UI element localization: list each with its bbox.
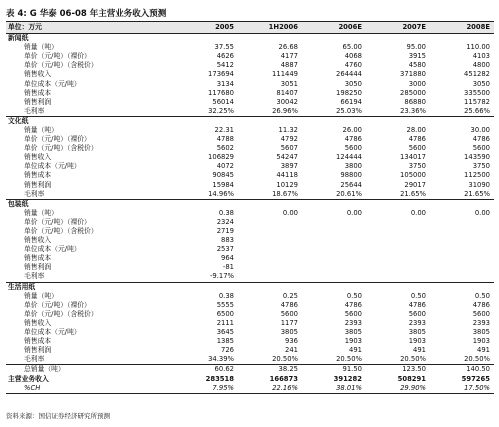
row-value: 4800 xyxy=(472,61,490,70)
row-value xyxy=(238,245,302,254)
row-value xyxy=(238,254,302,263)
revenue-forecast-table xyxy=(6,21,494,394)
row-value: 37.55 xyxy=(214,43,234,52)
row-value: 0.50 xyxy=(474,291,490,300)
table-row xyxy=(6,319,494,328)
row-value: 31090 xyxy=(468,180,490,189)
row-value xyxy=(238,263,302,272)
row-value xyxy=(430,254,494,263)
row-label: 销量（吨） xyxy=(24,208,58,217)
row-value: 4580 xyxy=(408,61,426,70)
row-value xyxy=(366,227,430,236)
row-value xyxy=(366,236,430,245)
row-value: 2393 xyxy=(344,318,362,327)
total-label: 主营业务收入 xyxy=(8,374,49,383)
row-label: 销量（吨） xyxy=(24,43,58,52)
row-value: 6500 xyxy=(216,309,234,318)
row-value xyxy=(366,218,430,227)
table-row xyxy=(6,144,494,153)
table-row xyxy=(6,162,494,171)
total-value: 123.50 xyxy=(366,365,430,375)
row-value: 335500 xyxy=(464,88,490,97)
total-value: 508291 xyxy=(397,374,426,383)
row-label: 销售成本 xyxy=(24,254,52,263)
total-value: 22.16% xyxy=(238,384,302,394)
row-label: 单位成本（元/吨） xyxy=(24,79,81,88)
row-value: 11.32 xyxy=(278,125,298,134)
row-value: 23.36% xyxy=(400,106,426,115)
table-row xyxy=(6,245,494,254)
header-year: 1H2006 xyxy=(238,22,302,34)
row-value: 4068 xyxy=(344,52,362,61)
row-value xyxy=(238,227,302,236)
row-value: 726 xyxy=(221,346,234,355)
row-value: 14.96% xyxy=(208,189,234,198)
table-row xyxy=(6,79,494,88)
total-value: 38.25 xyxy=(238,365,302,375)
row-value: 90845 xyxy=(212,171,234,180)
total-label: 总销量（吨） xyxy=(6,365,178,375)
row-label: 销售利润 xyxy=(24,180,52,189)
table-row xyxy=(6,135,494,144)
row-value: 54247 xyxy=(276,153,298,162)
row-value xyxy=(302,227,366,236)
row-label: 销售收入 xyxy=(24,318,52,327)
table-row xyxy=(6,209,494,218)
row-value xyxy=(302,263,366,272)
row-value: 5412 xyxy=(216,61,234,70)
row-value: 5600 xyxy=(472,309,490,318)
row-value: 3050 xyxy=(344,79,362,88)
table-row xyxy=(6,43,494,52)
row-value xyxy=(238,272,302,282)
row-value: 110.00 xyxy=(466,43,490,52)
total-value: 38.01% xyxy=(302,384,366,394)
total-value: 60.62 xyxy=(178,365,238,375)
row-value xyxy=(430,245,494,254)
row-value: 0.38 xyxy=(218,291,234,300)
row-value: 143590 xyxy=(464,153,490,162)
row-value xyxy=(430,236,494,245)
row-value: 491 xyxy=(413,346,426,355)
table-row xyxy=(6,310,494,319)
section-header-row xyxy=(6,282,494,292)
row-value: 28.00 xyxy=(406,125,426,134)
row-value: 0.00 xyxy=(410,208,426,217)
row-value: 3645 xyxy=(216,328,234,337)
row-value xyxy=(366,254,430,263)
row-value: 491 xyxy=(477,346,490,355)
header-year: 2008E xyxy=(430,22,494,34)
row-label: 单价（元/吨）（含税价） xyxy=(24,61,98,70)
row-value: 4786 xyxy=(344,300,362,309)
table-row xyxy=(6,171,494,180)
row-value: -81 xyxy=(222,263,234,272)
table-row xyxy=(6,218,494,227)
row-value: 5600 xyxy=(472,144,490,153)
section-title: 文化纸 xyxy=(6,116,494,126)
row-value: 22.31 xyxy=(214,125,234,134)
source-note: 资料来源：国信证券经济研究所预测 xyxy=(6,412,110,420)
row-value: 18.67% xyxy=(272,189,298,198)
total-value: 166873 xyxy=(269,374,298,383)
row-value: 198250 xyxy=(336,88,362,97)
row-value: 0.00 xyxy=(282,208,298,217)
row-value: 86880 xyxy=(404,97,426,106)
row-value: 20.50% xyxy=(272,355,298,364)
total-value: 140.50 xyxy=(430,365,494,375)
row-value: 25.03% xyxy=(336,106,362,115)
table-row xyxy=(6,263,494,272)
total-row xyxy=(6,374,494,383)
total-value: 7.95% xyxy=(178,384,238,394)
section-header-row xyxy=(6,116,494,126)
row-value: 5600 xyxy=(280,309,298,318)
row-value: 3000 xyxy=(408,79,426,88)
table-row xyxy=(6,292,494,301)
table-row xyxy=(6,61,494,70)
row-value: 30.00 xyxy=(470,125,490,134)
row-label: 单位成本（元/吨） xyxy=(24,328,81,337)
row-label: 毛利率 xyxy=(24,189,45,198)
table-row xyxy=(6,89,494,98)
row-value: 32.25% xyxy=(208,106,234,115)
row-label: 销售成本 xyxy=(24,88,52,97)
row-value: 0.50 xyxy=(410,291,426,300)
row-value: 264444 xyxy=(336,70,362,79)
row-label: 销售利润 xyxy=(24,263,52,272)
row-value: -9.17% xyxy=(209,272,234,281)
row-value: 26.00 xyxy=(342,125,362,134)
row-value: 4786 xyxy=(472,135,490,144)
section-header-row xyxy=(6,199,494,209)
row-value: 44118 xyxy=(276,171,298,180)
row-value: 0.38 xyxy=(218,208,234,217)
row-value: 1903 xyxy=(344,337,362,346)
row-value xyxy=(302,218,366,227)
row-value: 451282 xyxy=(464,70,490,79)
row-label: 毛利率 xyxy=(24,355,45,364)
row-label: 毛利率 xyxy=(24,272,45,281)
row-label: 单价（元/吨）（含税价） xyxy=(24,227,98,236)
row-value: 3897 xyxy=(280,162,298,171)
header-year: 2007E xyxy=(366,22,430,34)
row-value: 4177 xyxy=(280,52,298,61)
row-label: 单价（元/吨）（裸价） xyxy=(24,217,91,226)
table-row xyxy=(6,254,494,263)
row-value: 56014 xyxy=(212,97,234,106)
row-label: 单价（元/吨）（含税价） xyxy=(24,144,98,153)
row-value xyxy=(430,227,494,236)
row-value: 115782 xyxy=(464,97,490,106)
row-value: 81407 xyxy=(276,88,298,97)
row-label: 销售利润 xyxy=(24,97,52,106)
row-value: 0.50 xyxy=(346,291,362,300)
row-value: 3050 xyxy=(472,79,490,88)
row-value: 3805 xyxy=(472,328,490,337)
row-label: 单价（元/吨）（含税价） xyxy=(24,309,98,318)
row-value: 4786 xyxy=(408,300,426,309)
row-value: 2111 xyxy=(216,318,234,327)
row-value: 105000 xyxy=(400,171,426,180)
row-label: 单价（元/吨）（裸价） xyxy=(24,300,91,309)
table-row xyxy=(6,337,494,346)
row-value: 1385 xyxy=(216,337,234,346)
total-value: 391282 xyxy=(333,374,362,383)
table-title: 表 4: G 华泰 06-08 年主营业务收入预测 xyxy=(6,9,167,19)
row-value: 1177 xyxy=(280,318,298,327)
row-value: 964 xyxy=(221,254,234,263)
row-value: 20.50% xyxy=(400,355,426,364)
row-value: 4786 xyxy=(472,300,490,309)
row-value: 1903 xyxy=(472,337,490,346)
row-label: 销量（吨） xyxy=(24,125,58,134)
row-value: 111449 xyxy=(272,70,298,79)
row-value: 5600 xyxy=(408,144,426,153)
row-value: 2324 xyxy=(216,217,234,226)
row-label: 单位成本（元/吨） xyxy=(24,245,81,254)
row-value: 285000 xyxy=(400,88,426,97)
row-value: 3134 xyxy=(216,79,234,88)
table-row xyxy=(6,52,494,61)
row-value: 26.68 xyxy=(278,43,298,52)
row-label: 单价（元/吨）（裸价） xyxy=(24,52,91,61)
row-value: 4786 xyxy=(344,135,362,144)
row-value xyxy=(302,245,366,254)
row-value: 3915 xyxy=(408,52,426,61)
total-value: 597265 xyxy=(461,374,490,383)
row-value xyxy=(366,263,430,272)
row-value: 3750 xyxy=(408,162,426,171)
row-value: 5602 xyxy=(216,144,234,153)
row-value: 2393 xyxy=(472,318,490,327)
row-value: 134017 xyxy=(400,153,426,162)
row-value: 26.96% xyxy=(272,106,298,115)
section-title: 生活用纸 xyxy=(6,282,494,292)
row-value: 4103 xyxy=(472,52,490,61)
row-value: 95.00 xyxy=(406,43,426,52)
row-value: 1903 xyxy=(408,337,426,346)
row-value: 4786 xyxy=(408,135,426,144)
section-title: 新闻纸 xyxy=(8,34,29,43)
total-value: 91.50 xyxy=(302,365,366,375)
row-value xyxy=(430,218,494,227)
row-value: 98800 xyxy=(340,171,362,180)
row-label: 单位成本（元/吨） xyxy=(24,162,81,171)
row-value: 20.50% xyxy=(464,355,490,364)
table-row xyxy=(6,153,494,162)
row-value: 30042 xyxy=(276,97,298,106)
total-row xyxy=(6,365,494,375)
row-value: 15984 xyxy=(212,180,234,189)
table-row xyxy=(6,98,494,107)
table-row xyxy=(6,346,494,355)
row-value: 2719 xyxy=(216,227,234,236)
row-value: 4760 xyxy=(344,61,362,70)
row-value: 117680 xyxy=(208,88,234,97)
row-value: 34.39% xyxy=(208,355,234,364)
row-value xyxy=(302,254,366,263)
row-value: 25644 xyxy=(340,180,362,189)
row-value: 21.65% xyxy=(464,189,490,198)
table-row xyxy=(6,236,494,245)
row-value: 5600 xyxy=(344,144,362,153)
row-label: 销量（吨） xyxy=(24,291,58,300)
table-row xyxy=(6,227,494,236)
row-value xyxy=(366,272,430,282)
table-row xyxy=(6,70,494,79)
row-value: 4786 xyxy=(280,300,298,309)
row-value xyxy=(238,236,302,245)
row-label: 销售利润 xyxy=(24,346,52,355)
total-label: %CH xyxy=(6,384,178,394)
row-value: 29017 xyxy=(404,180,426,189)
row-value: 2537 xyxy=(216,245,234,254)
row-value: 4072 xyxy=(216,162,234,171)
table-row xyxy=(6,181,494,190)
row-value: 371880 xyxy=(400,70,426,79)
row-value: 2393 xyxy=(408,318,426,327)
row-value xyxy=(238,218,302,227)
row-value xyxy=(302,236,366,245)
row-label: 毛利率 xyxy=(24,106,45,115)
row-label: 销售收入 xyxy=(24,70,52,79)
table-row xyxy=(6,301,494,310)
total-value: 29.90% xyxy=(366,384,430,394)
table-row xyxy=(6,355,494,365)
section-title: 包装纸 xyxy=(6,199,494,209)
table-row xyxy=(6,272,494,282)
row-value: 0.00 xyxy=(346,208,362,217)
table-row xyxy=(6,190,494,200)
row-value xyxy=(302,272,366,282)
row-value: 4788 xyxy=(216,135,234,144)
section-header-row xyxy=(6,34,494,44)
row-label: 销售收入 xyxy=(24,236,52,245)
header-year: 2006E xyxy=(302,22,366,34)
row-value: 65.00 xyxy=(342,43,362,52)
row-value: 241 xyxy=(285,346,298,355)
row-value: 883 xyxy=(221,236,234,245)
row-value: 0.00 xyxy=(474,208,490,217)
row-label: 销售收入 xyxy=(24,153,52,162)
row-value: 5600 xyxy=(344,309,362,318)
row-value: 936 xyxy=(285,337,298,346)
row-value: 4792 xyxy=(280,135,298,144)
row-value: 112500 xyxy=(464,171,490,180)
row-value: 3805 xyxy=(344,328,362,337)
table-row xyxy=(6,126,494,135)
row-value: 4887 xyxy=(280,61,298,70)
row-value: 25.66% xyxy=(464,106,490,115)
header-unit: 单位：万元 xyxy=(6,22,178,34)
row-value: 5600 xyxy=(408,309,426,318)
row-value: 21.65% xyxy=(400,189,426,198)
row-value: 66194 xyxy=(340,97,362,106)
total-value: 283518 xyxy=(205,374,234,383)
row-value xyxy=(430,272,494,282)
row-value: 3805 xyxy=(280,328,298,337)
row-value xyxy=(430,263,494,272)
row-value: 173694 xyxy=(208,70,234,79)
table-row xyxy=(6,107,494,117)
table-header-row xyxy=(6,22,494,34)
row-value: 0.25 xyxy=(282,291,298,300)
table-row xyxy=(6,328,494,337)
row-label: 单价（元/吨）（裸价） xyxy=(24,135,91,144)
row-label: 销售成本 xyxy=(24,171,52,180)
total-value: 17.50% xyxy=(430,384,494,394)
row-value: 106829 xyxy=(208,153,234,162)
row-value: 4626 xyxy=(216,52,234,61)
row-value: 20.61% xyxy=(336,189,362,198)
row-value: 3750 xyxy=(472,162,490,171)
row-value: 5555 xyxy=(216,300,234,309)
row-label: 销售成本 xyxy=(24,337,52,346)
row-value xyxy=(366,245,430,254)
row-value: 3051 xyxy=(280,79,298,88)
total-row xyxy=(6,384,494,394)
row-value: 10129 xyxy=(276,180,298,189)
row-value: 5607 xyxy=(280,144,298,153)
header-year: 2005 xyxy=(178,22,238,34)
row-value: 124444 xyxy=(336,153,362,162)
row-value: 20.50% xyxy=(336,355,362,364)
row-value: 3805 xyxy=(408,328,426,337)
row-value: 491 xyxy=(349,346,362,355)
row-value: 3800 xyxy=(344,162,362,171)
